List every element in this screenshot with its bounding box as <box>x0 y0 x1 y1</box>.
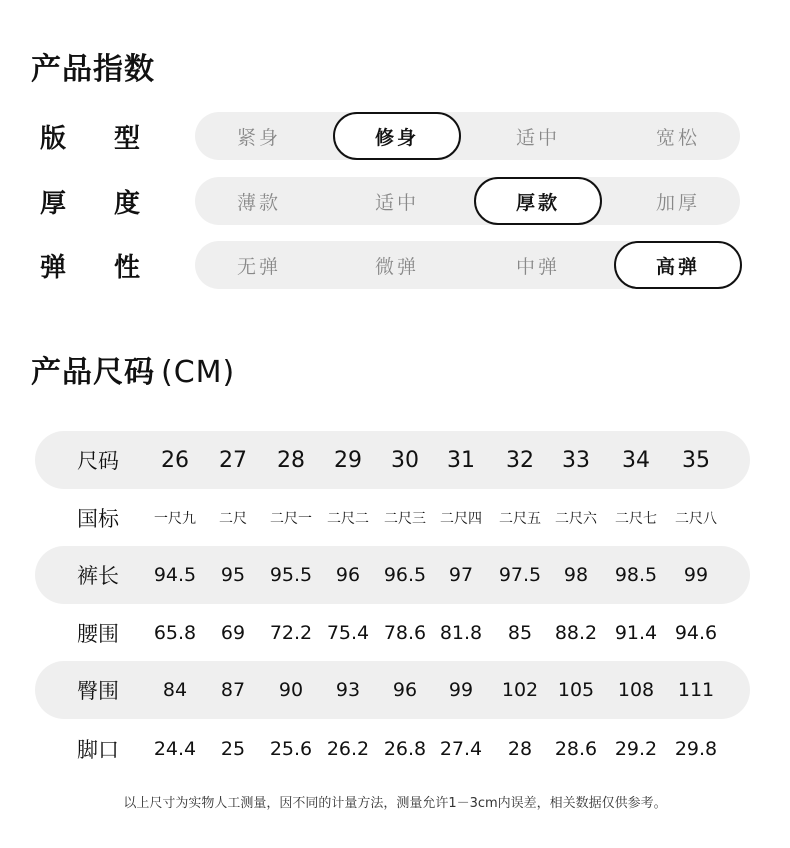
size-cell: 97 <box>448 564 474 586</box>
size-cell: 35 <box>682 447 710 473</box>
size-cell: 25 <box>220 738 246 760</box>
measurement-note: 以上尺寸为实物人工测量，因不同的计量方法，测量允许1－3cm内误差，相关数据仅供参考。 <box>123 796 667 811</box>
product-index-title: 产品指数 <box>31 52 155 87</box>
index-row-label <box>40 247 140 284</box>
size-cell: 二尺五 <box>499 511 541 527</box>
size-cell: 90 <box>278 679 304 701</box>
size-cell: 102 <box>501 679 539 701</box>
size-row-label: 腰围 <box>77 622 119 646</box>
size-cell: 32 <box>506 447 534 473</box>
size-cell: 33 <box>562 447 590 473</box>
index-row-label <box>40 183 140 220</box>
size-cell: 94.5 <box>153 564 197 586</box>
size-row <box>35 604 750 662</box>
size-cell: 75.4 <box>326 622 370 644</box>
size-cell: 31 <box>447 447 475 473</box>
size-cell: 24.4 <box>153 738 197 760</box>
index-row <box>0 112 790 160</box>
size-cell: 二尺六 <box>555 511 597 527</box>
size-cell: 81.8 <box>439 622 483 644</box>
size-cell: 二尺一 <box>270 511 312 527</box>
index-option: 薄款 <box>236 191 281 214</box>
size-cell: 29.2 <box>614 738 658 760</box>
size-row <box>35 720 750 778</box>
size-cell: 69 <box>220 622 246 644</box>
size-cell: 98.5 <box>614 564 658 586</box>
size-row <box>35 546 750 604</box>
index-option-track <box>195 241 740 289</box>
size-cell: 99 <box>683 564 709 586</box>
size-cell: 29 <box>334 447 362 473</box>
size-cell: 27.4 <box>439 738 483 760</box>
size-cell: 27 <box>219 447 247 473</box>
product-size-title <box>31 347 235 391</box>
size-cell: 93 <box>335 679 361 701</box>
size-cell: 91.4 <box>614 622 658 644</box>
size-row-label: 国标 <box>77 507 119 531</box>
index-option: 中弹 <box>515 255 560 278</box>
size-cell: 26.8 <box>383 738 427 760</box>
size-cell: 二尺七 <box>615 511 657 527</box>
index-option: 适中 <box>374 191 419 214</box>
size-cell: 34 <box>622 447 650 473</box>
index-label-char: 弹 <box>40 253 67 283</box>
size-cell: 96.5 <box>383 564 427 586</box>
size-cell: 26 <box>161 447 189 473</box>
size-cell: 88.2 <box>554 622 598 644</box>
size-cell: 84 <box>162 679 188 701</box>
size-row <box>35 431 750 489</box>
size-cell: 26.2 <box>326 738 370 760</box>
size-cell: 96 <box>392 679 418 701</box>
size-cell: 72.2 <box>269 622 313 644</box>
index-option: 微弹 <box>374 255 419 278</box>
index-option-selected: 修身 <box>333 112 461 160</box>
size-row-label: 裤长 <box>77 564 119 588</box>
index-label-char: 度 <box>113 189 140 219</box>
size-cell: 一尺九 <box>154 511 196 527</box>
size-cell: 28 <box>507 738 533 760</box>
index-option: 适中 <box>515 126 560 149</box>
index-row <box>0 177 790 225</box>
index-label-char: 性 <box>113 253 140 283</box>
size-cell: 105 <box>557 679 595 701</box>
index-label-char: 版 <box>40 124 67 154</box>
size-cell: 95 <box>220 564 246 586</box>
size-cell: 29.8 <box>674 738 718 760</box>
index-option-selected: 厚款 <box>474 177 602 225</box>
size-cell: 二尺三 <box>384 511 426 527</box>
index-row-label <box>40 118 140 155</box>
size-cell: 28 <box>277 447 305 473</box>
size-cell: 99 <box>448 679 474 701</box>
size-cell: 85 <box>507 622 533 644</box>
index-option-track <box>195 112 740 160</box>
index-option: 紧身 <box>236 126 281 149</box>
size-cell: 78.6 <box>383 622 427 644</box>
size-cell: 96 <box>335 564 361 586</box>
size-cell: 30 <box>391 447 419 473</box>
index-label-char: 厚 <box>40 189 67 219</box>
size-title-text: 产品尺码 <box>31 355 155 390</box>
size-cell: 87 <box>220 679 246 701</box>
size-cell: 二尺四 <box>440 511 482 527</box>
size-cell: 二尺 <box>219 511 247 527</box>
size-cell: 97.5 <box>498 564 542 586</box>
index-option: 无弹 <box>236 255 281 278</box>
size-cell: 98 <box>563 564 589 586</box>
size-cell: 95.5 <box>269 564 313 586</box>
size-cell: 25.6 <box>269 738 313 760</box>
size-row-label: 臀围 <box>77 679 119 703</box>
size-cell: 二尺八 <box>675 511 717 527</box>
index-option-track <box>195 177 740 225</box>
index-label-char: 型 <box>113 124 140 154</box>
size-cell: 94.6 <box>674 622 718 644</box>
index-option: 加厚 <box>655 191 700 214</box>
size-cell: 108 <box>617 679 655 701</box>
index-option-selected: 高弹 <box>614 241 742 289</box>
size-row <box>35 661 750 719</box>
size-cell: 111 <box>677 679 715 701</box>
index-row <box>0 241 790 289</box>
size-row-label: 尺码 <box>77 449 119 473</box>
size-cell: 65.8 <box>153 622 197 644</box>
size-unit: (CM) <box>161 355 236 390</box>
size-cell: 二尺二 <box>327 511 369 527</box>
size-cell: 28.6 <box>554 738 598 760</box>
index-option: 宽松 <box>655 126 700 149</box>
size-row <box>35 489 750 547</box>
size-row-label: 脚口 <box>77 738 119 762</box>
